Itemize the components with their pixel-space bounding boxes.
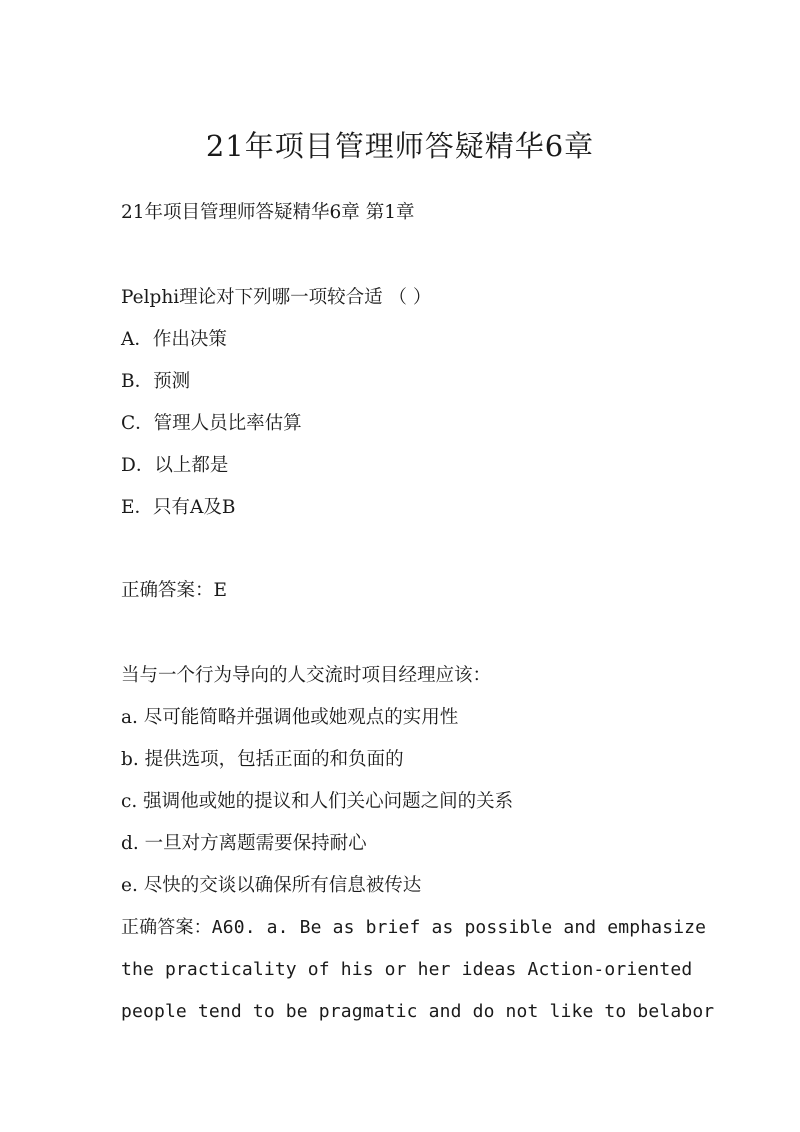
question-2-answer-line-3: people tend to be pragmatic and do not like to belabor	[121, 1001, 715, 1022]
question-1-option-e: E．只有A及B	[121, 497, 236, 518]
question-2-stem: 当与一个行为导向的人交流时项目经理应该：	[121, 665, 492, 686]
question-1-answer: 正确答案：E	[121, 580, 228, 601]
document-title: 21年项目管理师答疑精华6章	[205, 129, 595, 163]
question-2-option-e: e. 尽快的交谈以确保所有信息被传达	[121, 875, 422, 896]
question-2-option-c: c. 强调他或她的提议和人们关心问题之间的关系	[121, 791, 514, 812]
question-2-option-a: a. 尽可能简略并强调他或她观点的实用性	[121, 707, 459, 728]
document-subtitle: 21年项目管理师答疑精华6章 第1章	[121, 202, 415, 223]
question-1-option-c: C．管理人员比率估算	[121, 413, 302, 434]
question-1-option-d: D．以上都是	[121, 455, 229, 476]
question-2-answer-line-2: the practicality of his or her ideas Action-oriented	[121, 959, 693, 980]
question-2-answer-line-1: 正确答案：A60. a. Be as brief as possible and emphasize	[121, 917, 707, 938]
question-2-option-b: b. 提供选项，包括正面的和负面的	[121, 749, 404, 770]
question-1-stem: Pelphi理论对下列哪一项较合适 （ ）	[121, 287, 432, 308]
question-1-option-a: A．作出决策	[121, 329, 227, 350]
question-1-option-b: B．预测	[121, 371, 191, 392]
question-2-option-d: d. 一旦对方离题需要保持耐心	[121, 833, 367, 854]
